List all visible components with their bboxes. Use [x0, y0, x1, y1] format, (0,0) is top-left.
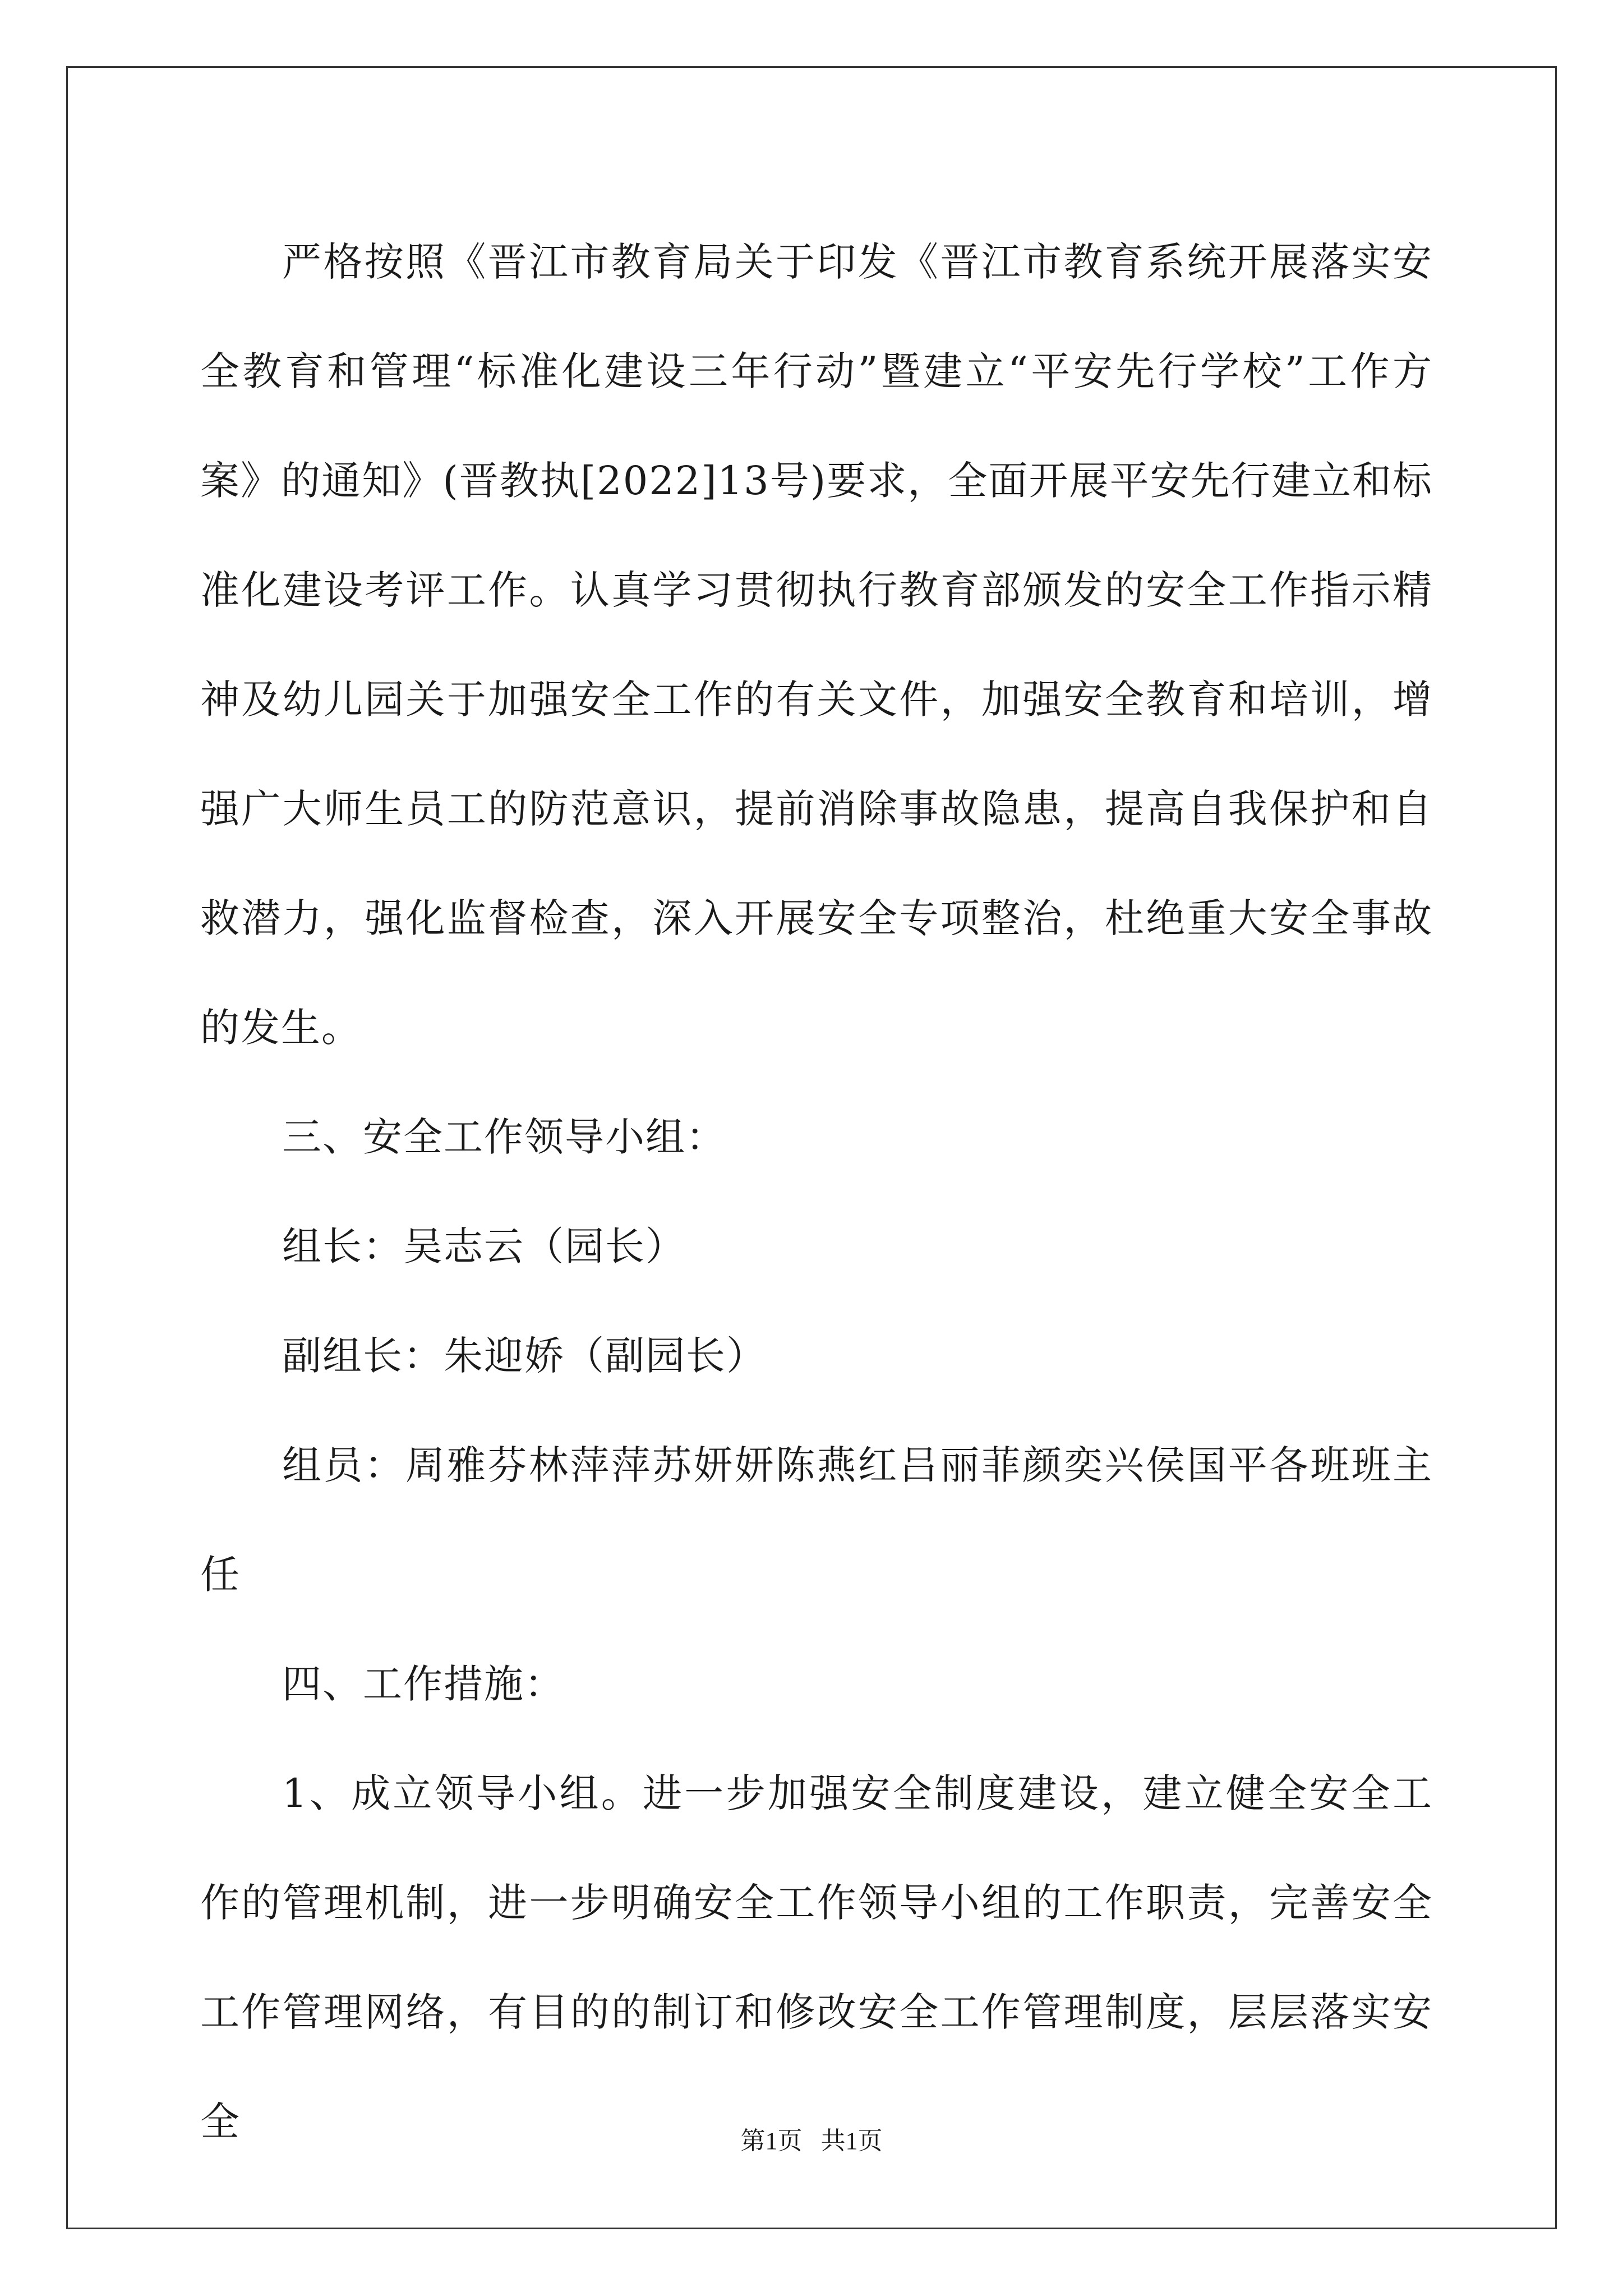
footer-spacer	[803, 2127, 821, 2155]
paragraph-safety-requirements: 严格按照《晋江市教育局关于印发《晋江市教育系统开展落实安全教育和管理“标准化建设三年行动”暨建立“平安先行学校”工作方案》的通知》(晋教执[2022]13号)要求，全面开展平安先行建立和标准化建设考评工作。认真学习贯彻执行教育部颁发的安全工作指示精神及幼儿园关于加强安全工作的有关文件，加强安全教育和培训，增强广大师生员工的防范意识，提前消除事故隐患，提高自我保护和自救潜力，强化监督检查，深入开展安全专项整治，杜绝重大安全事故的发生。	[200, 239, 1433, 1051]
section-heading-leadership-group: 三、安全工作领导小组：	[282, 1114, 726, 1160]
deputy-leader-line: 副组长：朱迎娇（副园长）	[282, 1333, 767, 1379]
page-number: 第1页	[740, 2127, 803, 2155]
section-heading-work-measures: 四、工作措施：	[282, 1661, 565, 1707]
page-total: 共1页	[820, 2127, 883, 2155]
group-members-line: 组员：周雅芬林萍萍苏妍妍陈燕红吕丽菲颜奕兴侯国平各班班主任	[200, 1442, 1433, 1598]
group-leader-line: 组长：吴志云（园长）	[282, 1223, 686, 1269]
measure-item-1: 1、成立领导小组。进一步加强安全制度建设，建立健全安全工作的管理机制，进一步明确安全工作领导小组的工作职责，完善安全工作管理网络，有目的的制订和修改安全工作管理制度，层层落实安全	[200, 1770, 1433, 2145]
page-footer	[0, 2120, 1623, 2156]
document-body	[200, 208, 1433, 2177]
